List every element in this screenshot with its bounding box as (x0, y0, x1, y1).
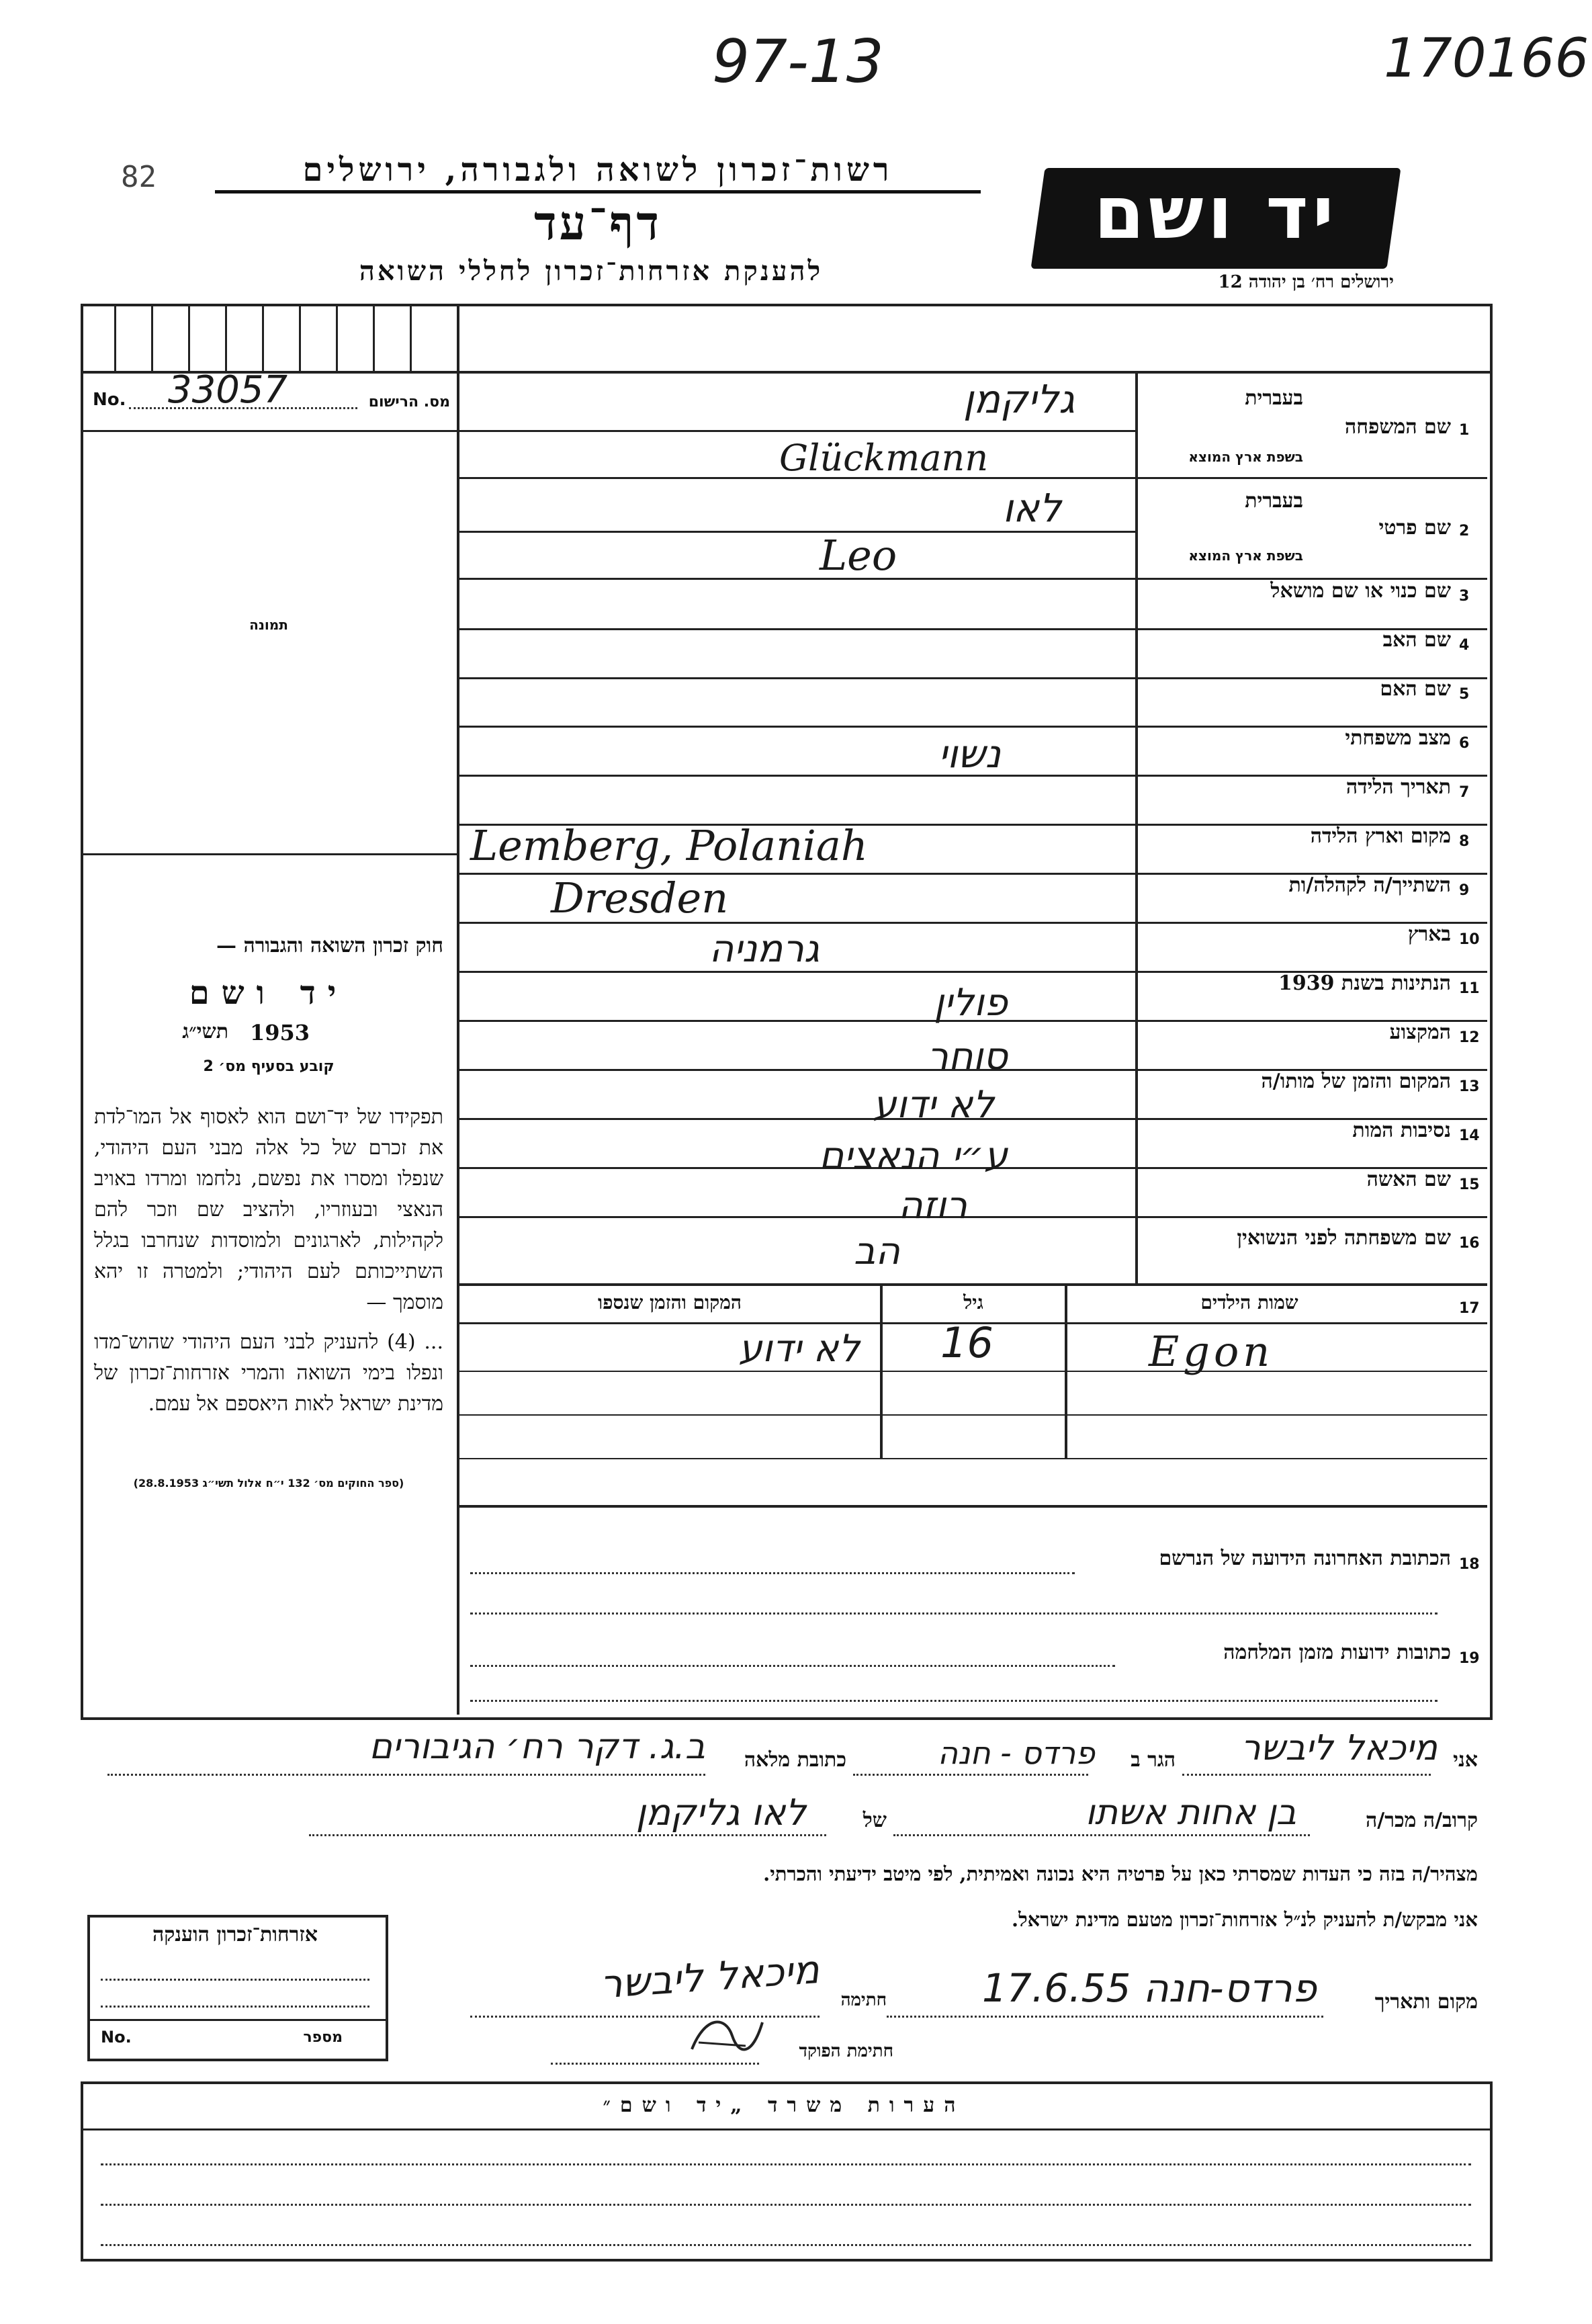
children-col-age: גיל (963, 1291, 983, 1314)
field-16-number: 16 (1459, 1235, 1480, 1252)
field-14-value: ע״י הנאצים (819, 1134, 1008, 1178)
field-4-number: 4 (1459, 637, 1470, 654)
field-10-label: בארץ (1407, 922, 1451, 946)
decl-statement-1: מצהיר/ה בזה כי העדות שמסרתי כאן על פרטיה היא נכונה ואמיתית, לפי מיטב ידיעתי והכרתי. (763, 1862, 1478, 1885)
law-year-heb: תשי״ג (182, 1020, 228, 1043)
decl-i-label: אני (1453, 1748, 1478, 1772)
logo-text: יד ושם (1094, 171, 1338, 255)
law-citation: (ספר החוקים מס׳ 132 י״ח אלול תשי״ג 28.8.1953) (133, 1477, 404, 1490)
field-11-label: הנתינות בשנת 1939 (1278, 972, 1451, 995)
decl-address-value: ב.ג. דקר רח׳ הגיבורים (369, 1727, 705, 1767)
field-13-value: לא ידוע (873, 1083, 994, 1127)
decl-of-label: של (863, 1809, 887, 1832)
field-2-label: שם פרטי (1378, 516, 1451, 540)
decl-place-date-value: פרדס-חנה 17.6.55 (981, 1965, 1317, 2011)
field-10-value: גרמניה (709, 927, 820, 971)
children-col-names: שמות הילדים (1200, 1291, 1298, 1314)
field-12-number: 12 (1459, 1029, 1480, 1046)
field-1-value-latin: Glückmann (779, 437, 989, 479)
field-8-label: מקום וארץ הלידה (1310, 824, 1451, 848)
decl-resides-value: פרדס - חנה (937, 1735, 1095, 1771)
field-2-number: 2 (1459, 523, 1470, 540)
field-6-value: נשוי (938, 731, 1001, 777)
citizenship-no-hebrew: מספר (303, 2029, 343, 2046)
field-5-number: 5 (1459, 686, 1470, 703)
decl-of-value: לאו גליקמן (635, 1791, 806, 1834)
field-9-number: 9 (1459, 882, 1470, 899)
field-3-label: שם כנוי או שם מושאל (1270, 579, 1451, 603)
field-2-sub-origin: בשפת ארץ המוצא (1188, 548, 1303, 564)
field-15-label: שם האשה (1366, 1168, 1451, 1191)
field-11-number: 11 (1459, 980, 1480, 997)
law-year-num: 1953 (250, 1020, 310, 1045)
decl-i-value: מיכאל ליבשר (1241, 1728, 1438, 1768)
field-1-sub-hebrew: בעברית (1245, 386, 1303, 410)
field-5-label: שם האם (1380, 677, 1451, 701)
children-col-place: המקום והזמן שנספו (598, 1291, 742, 1314)
decl-statement-2: אני מבקש/ת להעניק לנ״ל אזרחות־זכרון מטעם מדינת ישראל. (1012, 1908, 1478, 1931)
decl-relative-label: קרוב/ה מכר/ה (1366, 1809, 1478, 1832)
form-title: דף־עד (533, 195, 662, 251)
field-1-sub-origin: בשפת ארץ המוצא (1188, 449, 1303, 465)
logo-address: ירושלים רח׳ בן יהודה 12 (1218, 272, 1394, 292)
file-number-right: 170166 (1384, 27, 1589, 89)
field-17-number: 17 (1459, 1300, 1480, 1317)
field-11-value: פולין (934, 981, 1008, 1025)
field-18-label: הכתובת האחרונה הידועה של הנרשם (1159, 1547, 1451, 1570)
field-16-label: שם משפחתה לפני הנשואין (1237, 1226, 1451, 1250)
field-1-number: 1 (1459, 422, 1470, 439)
field-12-value: סוחר (927, 1035, 1008, 1078)
field-15-number: 15 (1459, 1176, 1480, 1193)
officer-signature-mark (685, 2009, 766, 2063)
decl-signature: מיכאל ליבשר (599, 1946, 821, 2008)
field-1-label: שם המשפחה (1344, 415, 1451, 439)
field-13-label: המקום והזמן של מותו/ה (1261, 1070, 1451, 1093)
field-6-label: מצב משפחתי (1345, 726, 1451, 750)
law-clause: קובע בסעיף מס׳ 2 (203, 1058, 335, 1075)
decl-place-date-label: מקום ותאריך (1374, 1990, 1478, 2014)
field-4-label: שם האב (1382, 628, 1451, 652)
field-2-value-hebrew: לאו (1002, 485, 1061, 531)
field-2-value-latin: Leo (820, 531, 897, 580)
registration-no-label: No. (93, 390, 126, 410)
child-1-place: לא ידוע (738, 1327, 860, 1371)
field-13-number: 13 (1459, 1078, 1480, 1095)
field-1-value-hebrew: גליקמן (963, 376, 1075, 422)
field-7-number: 7 (1459, 784, 1470, 801)
law-paragraph-2: ... (4) להעניק לבני העם היהודי שהוש־מדו ונפלו בימי השואה והמרי אזרחות־זכרון של מדינת ישראל לאות היאספם אל עמם. (94, 1330, 443, 1416)
form-subtitle: להענקת אזרחות־זכרון לחללי השואה (359, 255, 824, 287)
authority-line: רשות־זכרון לשואה ולגבורה, ירושלים (215, 151, 981, 193)
decl-resides-label: הגר ב (1131, 1748, 1176, 1772)
field-18-number: 18 (1459, 1556, 1480, 1573)
child-1-age: 16 (940, 1318, 993, 1367)
decl-signature-label: חתימה (840, 1990, 887, 2010)
field-14-number: 14 (1459, 1127, 1480, 1144)
photo-label: תמונה (249, 617, 288, 633)
remarks-title: הערות משרד „יד ושם״ (603, 2094, 965, 2117)
decl-address-label: כתובת מלאה (744, 1748, 846, 1772)
child-1-name: Egon (1149, 1327, 1274, 1376)
officer-signature-label: חתימת הפוקד (799, 2041, 893, 2061)
field-19-number: 19 (1459, 1650, 1480, 1667)
registration-no-value: 33057 (168, 368, 288, 412)
citizenship-box-title: אזרחות־זכרון הוענקה (152, 1923, 318, 1946)
field-3-number: 3 (1459, 588, 1470, 605)
registration-no-hebrew-label: מס. הרישום (368, 394, 450, 411)
field-7-label: תאריך הלידה (1345, 775, 1451, 799)
field-6-number: 6 (1459, 735, 1470, 752)
decl-relative-value: בן אחות אשתו (1085, 1793, 1296, 1833)
field-2-sub-hebrew: בעברית (1245, 489, 1303, 513)
field-9-value: Dresden (551, 873, 729, 922)
law-title: חוק זכרון השואה והגבורה — (216, 934, 443, 957)
file-number-left: 97-13 (712, 27, 884, 96)
law-name: יד ושם (189, 974, 349, 1012)
margin-number: 82 (121, 160, 157, 194)
field-8-value: Lemberg, Polaniah (470, 821, 868, 870)
field-19-label: כתובות ידועות מזמן המלחמה (1223, 1641, 1451, 1664)
field-10-number: 10 (1459, 931, 1480, 948)
field-16-value: הב (854, 1230, 900, 1273)
field-12-label: המקצוע (1389, 1021, 1451, 1044)
field-14-label: נסיבות המות (1352, 1119, 1451, 1142)
citizenship-no-label: No. (101, 2028, 132, 2047)
law-paragraph-1: תפקידו של יד־ושם הוא לאסוף אל המו־לדת את זכרם של כל אלה מבני העם היהודי, שנפלו ומסרו את נפשם, נלחמו ומרדו באויב הנאצי ובעוזריו, ולהציב שם וזכר להם לקהילות, לארגונים ולמוסדות שנחרבו בגלל השתייכותם לעם היהודי; ולמטרה זו יהא מוסמך — (94, 1105, 443, 1314)
field-9-label: השתייך/ה לקהלה/ות (1288, 873, 1451, 897)
field-8-number: 8 (1459, 833, 1470, 850)
field-15-value: רוזה (898, 1184, 967, 1228)
